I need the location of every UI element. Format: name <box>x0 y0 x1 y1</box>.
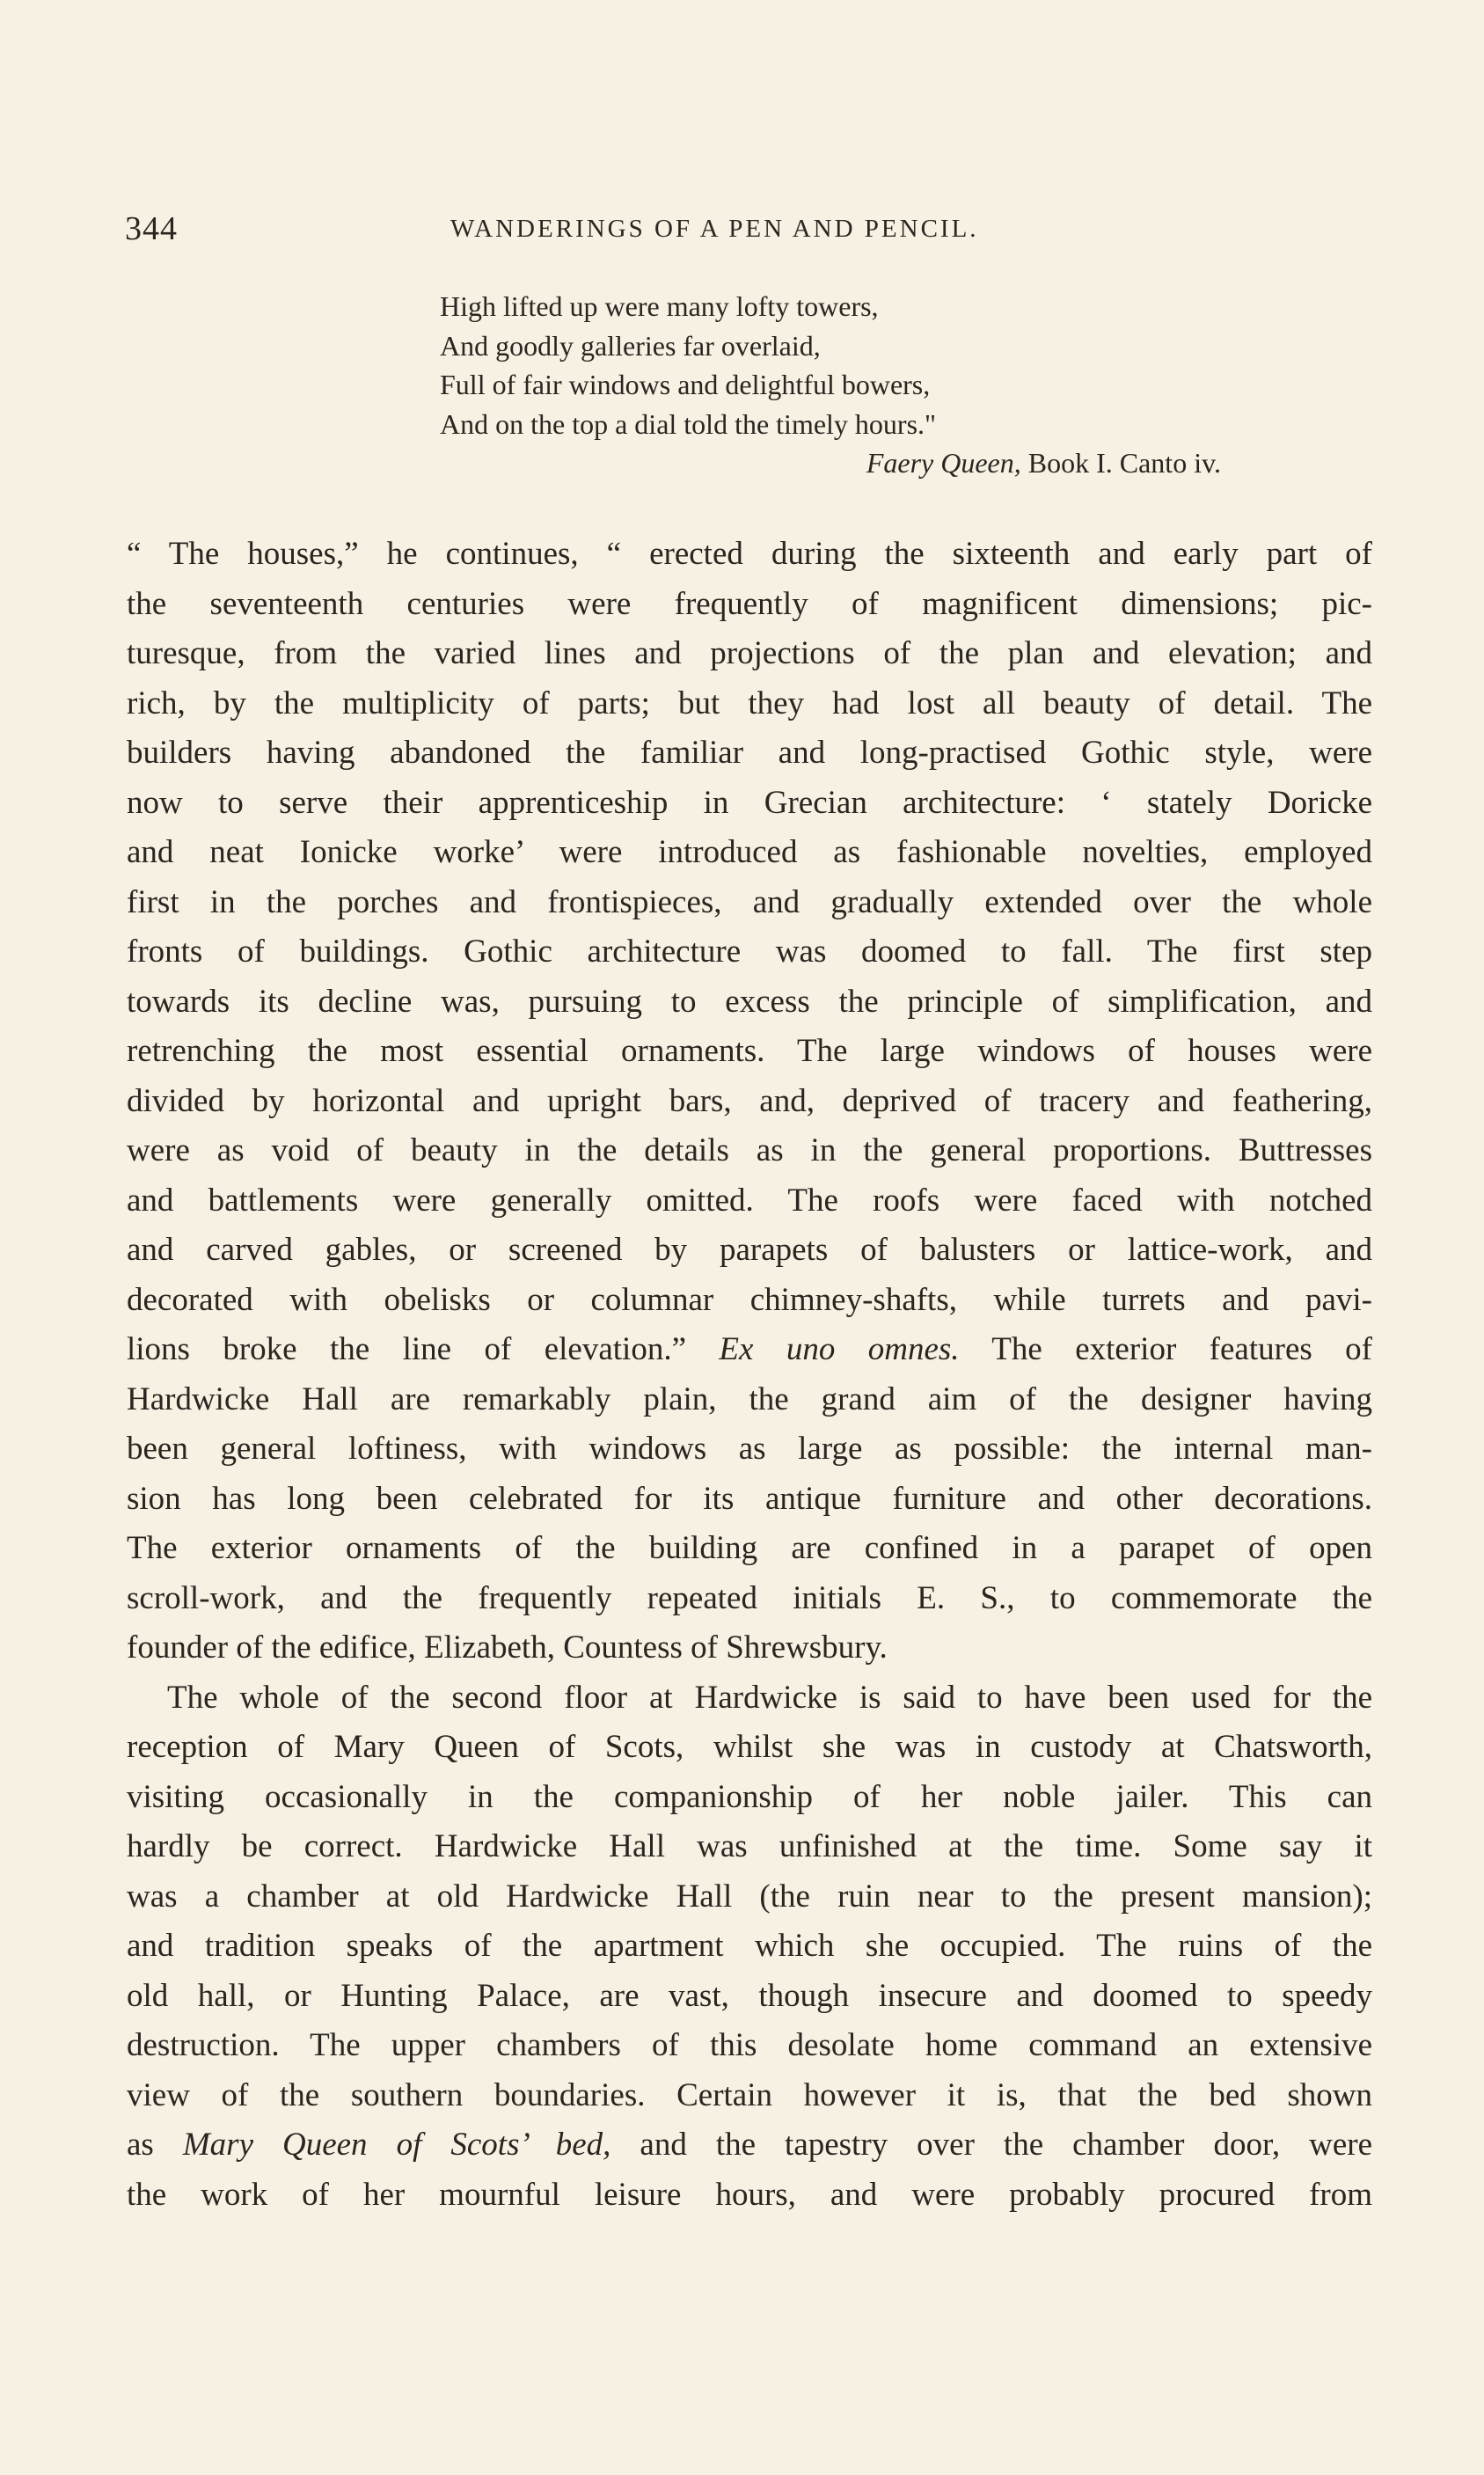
text-line: first in the porches and frontispieces, and gradually extended over the whole <box>127 883 1372 920</box>
text-line-with-italic <box>127 1325 1372 1375</box>
text-line: divided by horizontal and upright bars, and, deprived of tracery and feathering, <box>127 1082 1372 1119</box>
text-line: now to serve their apprenticeship in Grecian architecture: ‘ stately Doricke <box>127 784 1372 821</box>
text-line: the work of her mournful leisure hours, and were probably procured from <box>127 2176 1372 2213</box>
text-line: hardly be correct. Hardwicke Hall was unfinished at the time. Some say it <box>127 1828 1372 1864</box>
text-line: and battlements were generally omitted. The roofs were faced with notched <box>127 1182 1372 1219</box>
text-line: rich, by the multiplicity of parts; but they had lost all beauty of detail. The <box>127 685 1372 721</box>
attribution-title: Faery Queen, <box>866 447 1021 479</box>
verse-line: High lifted up were many lofty towers, <box>440 290 879 322</box>
text-line: towards its decline was, pursuing to excess the principle of simplification, and <box>127 983 1372 1020</box>
running-head-title: WANDERINGS OF A PEN AND PENCIL. <box>450 215 979 243</box>
text-line: scroll-work, and the frequently repeated initials E. S., to commemorate the <box>127 1579 1372 1616</box>
italic-phrase: Mary Queen of Scots’ bed, <box>182 2127 611 2163</box>
text-line: “ The houses,” he continues, “ erected during the sixteenth and early part of <box>127 536 1372 572</box>
verse-line: Full of fair windows and delightful bowers, <box>440 369 931 400</box>
italic-phrase: Ex uno omnes. <box>719 1331 960 1367</box>
verse-line: And on the top a dial told the timely hours." <box>440 407 937 440</box>
text-line: the seventeenth centuries were frequently of magnificent dimensions; pic- <box>127 585 1372 622</box>
verse-line: And goodly galleries far overlaid, <box>440 329 821 362</box>
text-segment: and the tapestry over the chamber door, were <box>640 2127 1373 2163</box>
running-head <box>125 209 1374 253</box>
text-line: and carved gables, or screened by parapets of balusters or lattice-work, and <box>127 1232 1372 1268</box>
text-line: and neat Ionicke worke’ were introduced as fashionable novelties, employed <box>127 834 1372 870</box>
text-segment: as <box>127 2127 154 2163</box>
text-line: view of the southern boundaries. Certain however it is, that the bed shown <box>127 2076 1372 2113</box>
text-line: The whole of the second floor at Hardwicke is said to have been used for the <box>167 1679 1372 1716</box>
text-line: been general loftiness, with windows as large as possible: the internal man- <box>127 1431 1372 1467</box>
text-line-with-italic <box>127 2120 1372 2171</box>
text-line: builders having abandoned the familiar and long-practised Gothic style, were <box>127 735 1372 771</box>
body-text <box>127 530 1372 2220</box>
verse-attribution <box>440 443 1221 483</box>
text-line: visiting occasionally in the companionship of her noble jailer. This can <box>127 1778 1372 1815</box>
text-line: and tradition speaks of the apartment which she occupied. The ruins of the <box>127 1928 1372 1964</box>
text-line: fronts of buildings. Gothic architecture was doomed to fall. The first step <box>127 934 1372 970</box>
text-line: was a chamber at old Hardwicke Hall (the ruin near to the present mansion); <box>127 1878 1372 1915</box>
page-number: 344 <box>125 210 178 247</box>
text-line: decorated with obelisks or columnar chimney-shafts, while turrets and pavi- <box>127 1281 1372 1318</box>
text-line: destruction. The upper chambers of this desolate home command an extensive <box>127 2027 1372 2063</box>
text-line: sion has long been celebrated for its antique furniture and other decorations. <box>127 1480 1372 1517</box>
text-segment: The exterior features of <box>991 1331 1372 1367</box>
text-line: The exterior ornaments of the building are confined in a parapet of open <box>127 1530 1372 1566</box>
text-line: founder of the edifice, Elizabeth, Countess of Shrewsbury. <box>127 1629 888 1666</box>
verse-quotation <box>440 287 1232 483</box>
text-line: retrenching the most essential ornaments. The large windows of houses were <box>127 1033 1372 1069</box>
attribution-reference: Book I. Canto iv. <box>1027 447 1221 479</box>
text-line: were as void of beauty in the details as in the general proportions. Buttresses <box>127 1132 1372 1168</box>
text-line: Hardwicke Hall are remarkably plain, the grand aim of the designer having <box>127 1380 1372 1417</box>
text-segment: lions broke the line of elevation.” <box>127 1331 687 1367</box>
text-line: reception of Mary Queen of Scots, whilst she was in custody at Chatsworth, <box>127 1729 1372 1765</box>
text-line: old hall, or Hunting Palace, are vast, though insecure and doomed to speedy <box>127 1977 1372 2014</box>
text-line: turesque, from the varied lines and projections of the plan and elevation; and <box>127 635 1372 671</box>
